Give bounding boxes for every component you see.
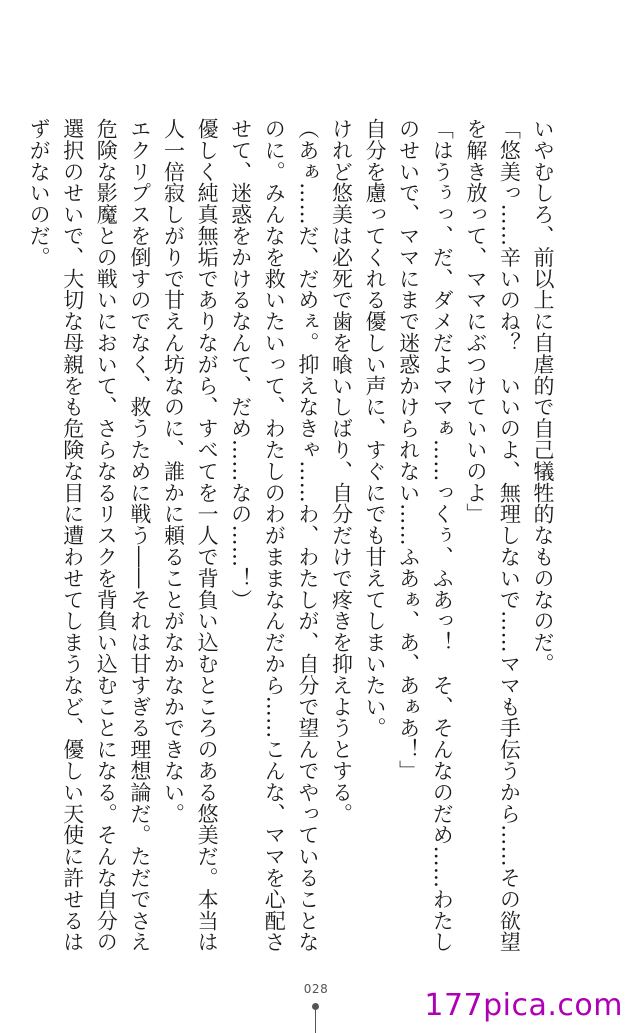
- paragraph: けれど悠美は必死で歯を喰いしばり、自分だけで疼きを抑えようとする。: [329, 118, 354, 825]
- paragraph: （あぁ……だ、だめぇ。抑えなきゃ……わ、わたしが、自分で望んでやっていることなのに。みんなを救いたいって、わたしのわがままなんだから……こんな、ママを心配させて、迷惑をかけるなんて、だめ……なの……！）: [228, 118, 320, 953]
- paragraph: 自分を慮ってくれる優しい声に、すぐにでも甘えてしまいたい。: [363, 118, 388, 739]
- paragraph: いやむしろ、前以上に自虐的で自己犠牲的なものなのだ。: [531, 118, 555, 675]
- paragraph: エクリプスを倒すのでなく、救うために戦う――それは甘すぎる理想論だ。ただでさえ危険な影魔との戦いにおいて、さらなるリスクを背負い込むことになる。そんな自分の選択のせいで、大切な母親をも危険な目に遭わせてしまうなど、優しい天使に許せるはずがないのだ。: [27, 118, 152, 953]
- paragraph: 「悠美っ……辛いのね？ いいのよ、無理しないで……ママも手伝うから……その欲望を解き放って、ママにぶつけていいのよ」: [463, 118, 522, 953]
- page-marker-line: [315, 1009, 316, 1033]
- paragraph: 「はうぅっ、だ、ダメだよママぁ……っくぅ、ふあっ！ そ、そんなのだめ……わたしのせいで、ママにまで迷惑かけられない……ふあぁ、あ、あぁあ！」: [396, 118, 455, 953]
- vertical-text-body: [27, 118, 559, 958]
- page-number: 028: [303, 982, 329, 996]
- paragraph: 優しく純真無垢でありながら、すべてを一人で背負い込むところのある悠美だ。本当は人一倍寂しがりで甘えん坊なのに、誰かに頼ることがなかなかできない。: [161, 118, 220, 953]
- watermark: 177pica.com: [424, 988, 623, 1023]
